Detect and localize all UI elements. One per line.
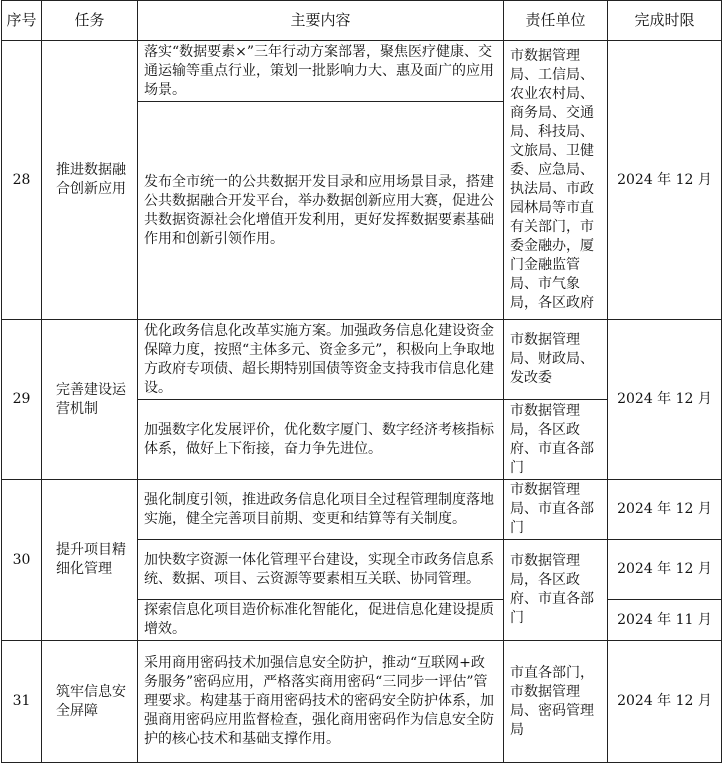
row-content: 落实“数据要素×”三年行动方案部署，聚焦医疗健康、交通运输等重点行业，策划一批影响力大、惠及面广的应用场景。 xyxy=(138,41,504,102)
table-row xyxy=(2,41,722,102)
row-content: 加快数字资源一体化管理平台建设，实现全市政务信息系统、数据、项目、云资源等要素相互关联、协同管理。 xyxy=(138,540,504,600)
row-number: 30 xyxy=(2,480,42,641)
row-unit: 市数据管理局，各区政府、市直各部门 xyxy=(504,400,608,480)
row-content: 探索信息化项目造价标准化智能化，促进信息化建设提质增效。 xyxy=(138,600,504,641)
table-row xyxy=(2,641,722,763)
row-task: 推进数据融合创新应用 xyxy=(42,41,138,320)
row-deadline: 2024 年 12 月 xyxy=(608,320,722,480)
row-unit: 市数据管理局，各区政府、市直各部门 xyxy=(504,540,608,641)
row-unit: 市数据管理局、市直各部门 xyxy=(504,480,608,540)
row-deadline: 2024 年 12 月 xyxy=(608,540,722,600)
row-deadline: 2024 年 11 月 xyxy=(608,600,722,641)
table-row xyxy=(2,480,722,540)
header-content: 主要内容 xyxy=(138,1,504,41)
row-number: 31 xyxy=(2,641,42,763)
row-number: 28 xyxy=(2,41,42,320)
table-row xyxy=(2,320,722,400)
row-content: 加强数字化发展评价，优化数字厦门、数字经济考核指标体系，做好上下衔接，奋力争先进位。 xyxy=(138,400,504,480)
task-table xyxy=(1,0,722,763)
row-number: 29 xyxy=(2,320,42,480)
row-deadline: 2024 年 12 月 xyxy=(608,41,722,320)
row-task: 筑牢信息安全屏障 xyxy=(42,641,138,763)
row-content: 优化政务信息化改革实施方案。加强政务信息化建设资金保障力度，按照“主体多元、资金多元”，积极向上争取地方政府专项债、超长期特别国债等资金支持我市信息化建设。 xyxy=(138,320,504,400)
header-row xyxy=(2,1,722,41)
row-task: 提升项目精细化管理 xyxy=(42,480,138,641)
row-content: 强化制度引领，推进政务信息化项目全过程管理制度落地实施，健全完善项目前期、变更和结算等有关制度。 xyxy=(138,480,504,540)
row-unit: 市直各部门，市数据管理局、密码管理局 xyxy=(504,641,608,763)
header-unit: 责任单位 xyxy=(504,1,608,41)
header-task: 任务 xyxy=(42,1,138,41)
row-deadline: 2024 年 12 月 xyxy=(608,480,722,540)
row-unit: 市数据管理局、工信局、农业农村局、商务局、交通局、科技局、文旅局、卫健委、应急局、执法局、市政园林局等市直有关部门，市委金融办，厦门金融监管局、市气象局，各区政府 xyxy=(504,41,608,320)
header-number: 序号 xyxy=(2,1,42,41)
row-content: 发布全市统一的公共数据开发目录和应用场景目录，搭建公共数据融合开发平台，举办数据创新应用大赛，促进公共数据资源社会化增值开发利用，更好发挥数据要素基础作用和创新引领作用。 xyxy=(138,102,504,320)
row-unit: 市数据管理局、财政局、发改委 xyxy=(504,320,608,400)
row-content: 采用商用密码技术加强信息安全防护，推动“互联网+政务服务”密码应用，严格落实商用密码“三同步一评估”管理要求。构建基于商用密码技术的密码安全防护体系，加强商用密码应用监督检查，强化商用密码作为信息安全防护的核心技术和基础支撑作用。 xyxy=(138,641,504,763)
row-deadline: 2024 年 12 月 xyxy=(608,641,722,763)
header-deadline: 完成时限 xyxy=(608,1,722,41)
row-task: 完善建设运营机制 xyxy=(42,320,138,480)
